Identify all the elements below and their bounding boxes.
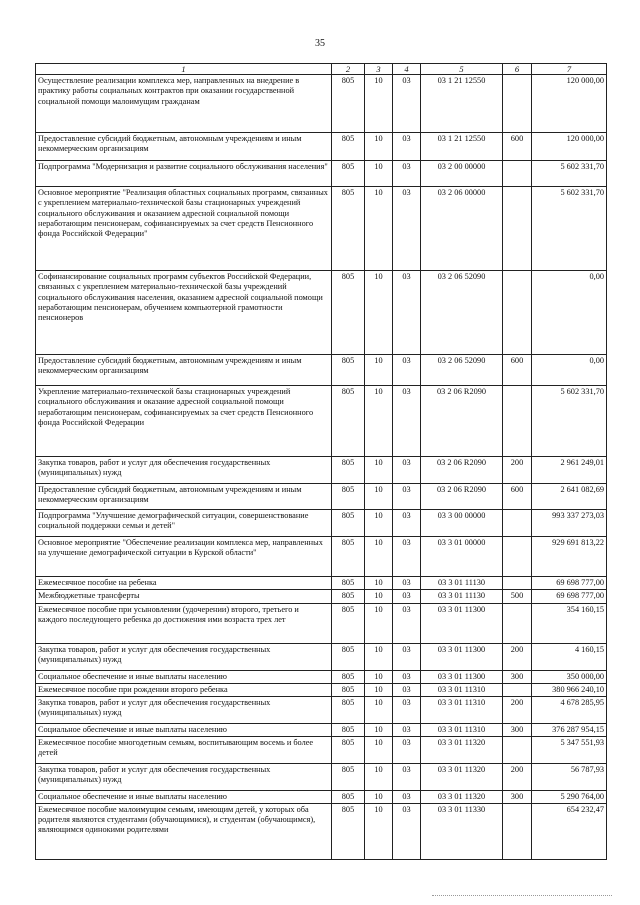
- table-row: [36, 510, 607, 537]
- cell-subsection: 03: [393, 75, 421, 133]
- cell-amount: 350 000,00: [532, 670, 607, 683]
- cell-name: Предоставление субсидий бюджетным, автономным учреждениям и иным некоммерческим организациям: [36, 133, 332, 161]
- cell-amount: 5 602 331,70: [532, 187, 607, 271]
- cell-amount: 4 160,15: [532, 643, 607, 670]
- cell-subsection: 03: [393, 790, 421, 803]
- cell-section: 10: [365, 457, 393, 484]
- cell-amount: 69 698 777,00: [532, 590, 607, 603]
- cell-name: Осуществление реализации комплекса мер, направленных на внедрение в практику работы социальных контрактов при оказании государственной социальной помощи малоимущим гражданам: [36, 75, 332, 133]
- cell-subsection: 03: [393, 133, 421, 161]
- cell-name: Подпрограмма "Модернизация и развитие социального обслуживания населения": [36, 161, 332, 187]
- cell-subsection: 03: [393, 161, 421, 187]
- cell-subsection: 03: [393, 670, 421, 683]
- cell-target: 03 2 00 00000: [421, 161, 503, 187]
- cell-name: Ежемесячное пособие при рождении второго ребенка: [36, 683, 332, 696]
- cell-subsection: 03: [393, 577, 421, 590]
- cell-ministry: 805: [332, 577, 365, 590]
- header-col-target: 5: [421, 64, 503, 75]
- cell-target: 03 3 01 11320: [421, 736, 503, 763]
- cell-section: 10: [365, 187, 393, 271]
- cell-target: 03 1 21 12550: [421, 133, 503, 161]
- cell-ministry: 805: [332, 804, 365, 860]
- cell-target: 03 3 01 11310: [421, 696, 503, 723]
- cell-section: 10: [365, 723, 393, 736]
- cell-amount: 56 787,93: [532, 763, 607, 790]
- cell-amount: 5 290 764,00: [532, 790, 607, 803]
- cell-ministry: 805: [332, 355, 365, 386]
- cell-ministry: 805: [332, 603, 365, 643]
- cell-section: 10: [365, 386, 393, 457]
- cell-subsection: 03: [393, 386, 421, 457]
- cell-amount: 376 287 954,15: [532, 723, 607, 736]
- cell-name: Ежемесячное пособие малоимущим семьям, имеющим детей, у которых оба родителя являются студентами (обучающимися), и студентам (обучающимся), являющимся одинокими родителями: [36, 804, 332, 860]
- cell-amount: 0,00: [532, 271, 607, 355]
- table-row: [36, 643, 607, 670]
- cell-section: 10: [365, 510, 393, 537]
- cell-name: Подпрограмма "Улучшение демографической ситуации, совершенствование социальной поддержки семьи и детей": [36, 510, 332, 537]
- cell-subsection: 03: [393, 510, 421, 537]
- cell-name: Ежемесячное пособие при усыновлении (удочерении) второго, третьего и каждого последующего ребенка до достижения ими возраста трех лет: [36, 603, 332, 643]
- cell-section: 10: [365, 696, 393, 723]
- cell-ministry: 805: [332, 736, 365, 763]
- cell-type: 300: [503, 790, 532, 803]
- cell-subsection: 03: [393, 736, 421, 763]
- cell-name: Социальное обеспечение и иные выплаты населению: [36, 723, 332, 736]
- cell-section: 10: [365, 161, 393, 187]
- cell-type: [503, 804, 532, 860]
- cell-section: 10: [365, 75, 393, 133]
- header-col-subsection: 4: [393, 64, 421, 75]
- cell-type: 200: [503, 696, 532, 723]
- cell-ministry: 805: [332, 696, 365, 723]
- cell-ministry: 805: [332, 161, 365, 187]
- cell-name: Основное мероприятие "Реализация областных социальных программ, связанных с укреплением материально-технической базы стационарных учреждений социального обслуживания и оказанием адресной социальной помощи неработающим пенсионерам, софинансируемых за счет средств Пенсионного фонда Российской Федерации": [36, 187, 332, 271]
- cell-ministry: 805: [332, 386, 365, 457]
- cell-name: Межбюджетные трансферты: [36, 590, 332, 603]
- cell-subsection: 03: [393, 723, 421, 736]
- cell-section: 10: [365, 670, 393, 683]
- cell-ministry: 805: [332, 484, 365, 510]
- cell-section: 10: [365, 271, 393, 355]
- cell-subsection: 03: [393, 457, 421, 484]
- cell-ministry: 805: [332, 187, 365, 271]
- cell-amount: 4 678 285,95: [532, 696, 607, 723]
- cell-target: 03 2 06 R2090: [421, 484, 503, 510]
- table-row: [36, 133, 607, 161]
- cell-subsection: 03: [393, 355, 421, 386]
- cell-type: [503, 386, 532, 457]
- cell-type: [503, 537, 532, 577]
- cell-subsection: 03: [393, 537, 421, 577]
- cell-target: 03 3 00 00000: [421, 510, 503, 537]
- cell-type: 200: [503, 643, 532, 670]
- cell-name: Основное мероприятие "Обеспечение реализации комплекса мер, направленных на улучшение демографической ситуации в Курской области": [36, 537, 332, 577]
- table-row: [36, 670, 607, 683]
- cell-type: 500: [503, 590, 532, 603]
- header-col-section: 3: [365, 64, 393, 75]
- cell-type: [503, 603, 532, 643]
- cell-section: 10: [365, 537, 393, 577]
- cell-section: 10: [365, 355, 393, 386]
- cell-section: 10: [365, 133, 393, 161]
- cell-section: 10: [365, 590, 393, 603]
- cell-ministry: 805: [332, 723, 365, 736]
- table-row: [36, 590, 607, 603]
- cell-amount: 69 698 777,00: [532, 577, 607, 590]
- cell-name: Ежемесячное пособие многодетным семьям, воспитывающим восемь и более детей: [36, 736, 332, 763]
- cell-type: 300: [503, 670, 532, 683]
- cell-type: [503, 75, 532, 133]
- cell-amount: 380 966 240,10: [532, 683, 607, 696]
- cell-target: 03 2 06 R2090: [421, 386, 503, 457]
- table-row: [36, 161, 607, 187]
- cell-ministry: 805: [332, 75, 365, 133]
- cell-ministry: 805: [332, 670, 365, 683]
- cell-target: 03 3 01 11310: [421, 683, 503, 696]
- cell-name: Закупка товаров, работ и услуг для обеспечения государственных (муниципальных) нужд: [36, 696, 332, 723]
- cell-type: 600: [503, 133, 532, 161]
- cell-amount: 2 641 082,69: [532, 484, 607, 510]
- table-row: [36, 484, 607, 510]
- cell-target: 03 1 21 12550: [421, 75, 503, 133]
- cell-target: 03 3 01 11300: [421, 643, 503, 670]
- cell-name: Предоставление субсидий бюджетным, автономным учреждениям и иным некоммерческим организациям: [36, 484, 332, 510]
- cell-target: 03 3 01 11130: [421, 577, 503, 590]
- cell-subsection: 03: [393, 484, 421, 510]
- cell-target: 03 3 01 11300: [421, 603, 503, 643]
- table-row: [36, 804, 607, 860]
- cell-section: 10: [365, 577, 393, 590]
- table-row: [36, 683, 607, 696]
- cell-ministry: 805: [332, 537, 365, 577]
- cell-amount: 120 000,00: [532, 75, 607, 133]
- cell-target: 03 3 01 11320: [421, 790, 503, 803]
- cell-amount: 5 347 551,93: [532, 736, 607, 763]
- cell-ministry: 805: [332, 590, 365, 603]
- cell-section: 10: [365, 683, 393, 696]
- cell-subsection: 03: [393, 804, 421, 860]
- cell-type: 200: [503, 763, 532, 790]
- cell-type: [503, 736, 532, 763]
- cell-type: [503, 271, 532, 355]
- cell-ministry: 805: [332, 133, 365, 161]
- cell-section: 10: [365, 790, 393, 803]
- cell-name: Предоставление субсидий бюджетным, автономным учреждениям и иным некоммерческим организациям: [36, 355, 332, 386]
- cell-section: 10: [365, 736, 393, 763]
- cell-target: 03 3 01 00000: [421, 537, 503, 577]
- cell-type: [503, 161, 532, 187]
- cell-name: Закупка товаров, работ и услуг для обеспечения государственных (муниципальных) нужд: [36, 457, 332, 484]
- table-row: [36, 577, 607, 590]
- header-col-name: 1: [36, 64, 332, 75]
- table-row: [36, 355, 607, 386]
- budget-table: [35, 63, 607, 860]
- cell-ministry: 805: [332, 643, 365, 670]
- bottom-rule: [432, 895, 612, 896]
- cell-name: Закупка товаров, работ и услуг для обеспечения государственных (муниципальных) нужд: [36, 763, 332, 790]
- cell-type: 600: [503, 484, 532, 510]
- cell-amount: 929 691 813,22: [532, 537, 607, 577]
- cell-ministry: 805: [332, 271, 365, 355]
- cell-ministry: 805: [332, 790, 365, 803]
- cell-name: Закупка товаров, работ и услуг для обеспечения государственных (муниципальных) нужд: [36, 643, 332, 670]
- cell-section: 10: [365, 643, 393, 670]
- cell-name: Социальное обеспечение и иные выплаты населению: [36, 790, 332, 803]
- cell-target: 03 2 06 00000: [421, 187, 503, 271]
- cell-ministry: 805: [332, 510, 365, 537]
- table-row: [36, 75, 607, 133]
- cell-name: Ежемесячное пособие на ребенка: [36, 577, 332, 590]
- cell-subsection: 03: [393, 763, 421, 790]
- table-row: [36, 603, 607, 643]
- cell-subsection: 03: [393, 643, 421, 670]
- table-row: [36, 537, 607, 577]
- cell-target: 03 3 01 11130: [421, 590, 503, 603]
- table-row: [36, 457, 607, 484]
- cell-amount: 354 160,15: [532, 603, 607, 643]
- table-row: [36, 763, 607, 790]
- cell-target: 03 2 06 52090: [421, 271, 503, 355]
- cell-type: 300: [503, 723, 532, 736]
- cell-target: 03 2 06 R2090: [421, 457, 503, 484]
- cell-section: 10: [365, 484, 393, 510]
- cell-target: 03 3 01 11300: [421, 670, 503, 683]
- cell-type: 200: [503, 457, 532, 484]
- cell-target: 03 3 01 11330: [421, 804, 503, 860]
- cell-type: [503, 187, 532, 271]
- cell-section: 10: [365, 763, 393, 790]
- cell-subsection: 03: [393, 696, 421, 723]
- table-row: [36, 187, 607, 271]
- cell-amount: 0,00: [532, 355, 607, 386]
- cell-subsection: 03: [393, 187, 421, 271]
- table-row: [36, 386, 607, 457]
- cell-type: 600: [503, 355, 532, 386]
- header-col-ministry: 2: [332, 64, 365, 75]
- cell-target: 03 2 06 52090: [421, 355, 503, 386]
- cell-amount: 2 961 249,01: [532, 457, 607, 484]
- header-col-amount: 7: [532, 64, 607, 75]
- cell-amount: 5 602 331,70: [532, 386, 607, 457]
- cell-ministry: 805: [332, 683, 365, 696]
- page-number: 35: [315, 38, 325, 49]
- cell-amount: 5 602 331,70: [532, 161, 607, 187]
- cell-subsection: 03: [393, 683, 421, 696]
- cell-target: 03 3 01 11320: [421, 763, 503, 790]
- cell-type: [503, 577, 532, 590]
- table-header-row: [36, 64, 607, 75]
- cell-ministry: 805: [332, 763, 365, 790]
- cell-name: Софинансирование социальных программ субъектов Российской Федерации, связанных с укреплением материально-технической базы учреждений социального обслуживания населения, оказанием адресной социальной помощи неработающим пенсионерам, обучением компьютерной грамотности пенсионеров: [36, 271, 332, 355]
- table-row: [36, 723, 607, 736]
- table-row: [36, 271, 607, 355]
- cell-target: 03 3 01 11310: [421, 723, 503, 736]
- cell-section: 10: [365, 804, 393, 860]
- cell-type: [503, 510, 532, 537]
- table-row: [36, 696, 607, 723]
- cell-subsection: 03: [393, 590, 421, 603]
- cell-amount: 120 000,00: [532, 133, 607, 161]
- cell-name: Укрепление материально-технической базы стационарных учреждений социального обслуживания и оказание адресной социальной помощи неработающим пенсионерам, софинансируемых за счет средств Пенсионного фонда Российской Федерации: [36, 386, 332, 457]
- cell-name: Социальное обеспечение и иные выплаты населению: [36, 670, 332, 683]
- cell-section: 10: [365, 603, 393, 643]
- table-row: [36, 736, 607, 763]
- table-row: [36, 790, 607, 803]
- cell-amount: 654 232,47: [532, 804, 607, 860]
- header-col-type: 6: [503, 64, 532, 75]
- cell-subsection: 03: [393, 271, 421, 355]
- cell-amount: 993 337 273,03: [532, 510, 607, 537]
- cell-ministry: 805: [332, 457, 365, 484]
- cell-type: [503, 683, 532, 696]
- cell-subsection: 03: [393, 603, 421, 643]
